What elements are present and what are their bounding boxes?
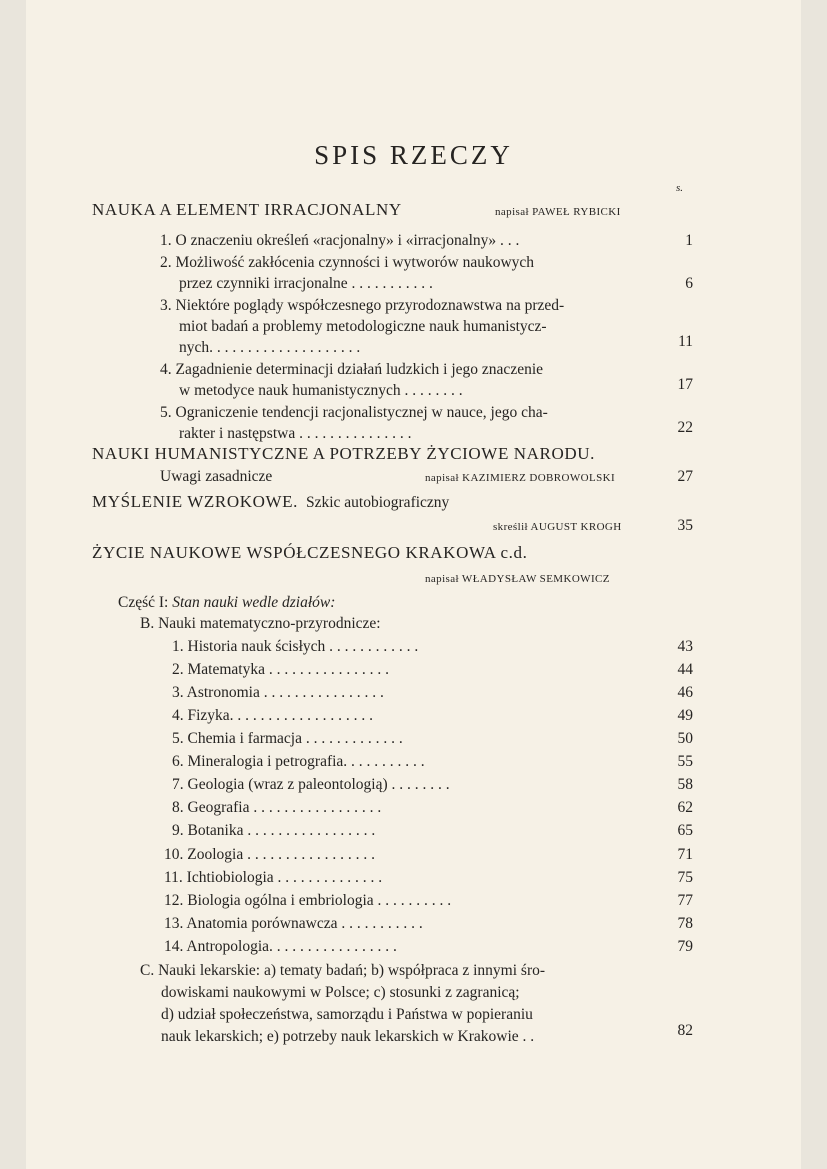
toc-entry-b-14: 14. Antropologia. . . . . . . . . . . . . . . . .: [164, 938, 397, 955]
part-title: Stan nauki wedle działów:: [172, 594, 336, 611]
toc-entry-1-5: 5. Ograniczenie tendencji racjonalistycznej w nauce, jego cha-: [160, 404, 548, 421]
page-number-b-2: 44: [677, 661, 693, 678]
toc-entry-b-5: 5. Chemia i farmacja . . . . . . . . . . . . .: [172, 730, 403, 747]
page-number-1-3: 11: [678, 333, 693, 350]
toc-entry-1-4: 4. Zagadnienie determinacji działań ludzkich i jego znaczenie: [160, 361, 544, 378]
page-number-3: 35: [677, 517, 693, 534]
section-subtitle-3: Szkic autobiograficzny: [305, 494, 450, 511]
toc-entry-1-4-cont: w metodyce nauk humanistycznych . . . . . . . .: [179, 382, 463, 399]
group-heading-b: B. Nauki matematyczno-przyrodnicze:: [140, 615, 381, 632]
toc-entry-1-5-cont: rakter i następstwa . . . . . . . . . . . . . . .: [179, 425, 412, 442]
section-title-3: MYŚLENIE WZROKOWE.: [92, 492, 298, 511]
toc-entry-b-7: 7. Geologia (wraz z paleontologią) . . . . . . . .: [172, 776, 450, 793]
page-number-b-9: 65: [677, 822, 693, 839]
section-author-1: napisał PAWEŁ RYBICKI: [495, 206, 621, 218]
page-number-b-3: 46: [677, 684, 693, 701]
page-number-b-12: 77: [677, 892, 693, 909]
toc-entry-b-13: 13. Anatomia porównawcza . . . . . . . . . . .: [164, 915, 423, 932]
page-number-c: 82: [677, 1022, 693, 1039]
page-column-marker: s.: [676, 182, 684, 194]
toc-entry-b-10: 10. Zoologia . . . . . . . . . . . . . . . . .: [164, 846, 375, 863]
part-heading: [118, 594, 335, 612]
page-number-b-5: 50: [677, 730, 693, 747]
page-number-1-1: 1: [685, 232, 693, 249]
page-number-b-13: 78: [677, 915, 693, 932]
section-author-2: napisał KAZIMIERZ DOBROWOLSKI: [425, 472, 616, 484]
toc-entry-b-9: 9. Botanika . . . . . . . . . . . . . . . . .: [172, 822, 376, 839]
section-title-1: NAUKA A ELEMENT IRRACJONALNY: [92, 200, 402, 219]
toc-entry-1-3-cont2: nych. . . . . . . . . . . . . . . . . . . .: [179, 339, 361, 356]
group-heading-c: C. Nauki lekarskie: a) tematy badań; b) współpraca z innymi śro-: [140, 962, 546, 979]
section-title-4: ŻYCIE NAUKOWE WSPÓŁCZESNEGO KRAKOWA c.d.: [92, 543, 528, 562]
page-number-1-4: 17: [677, 376, 693, 393]
toc-entry-1-2-cont: przez czynniki irracjonalne . . . . . . . . . . .: [179, 275, 433, 292]
toc-entry-b-8: 8. Geografia . . . . . . . . . . . . . . . . .: [172, 799, 382, 816]
page-number-1-2: 6: [685, 275, 693, 292]
toc-entry-b-2: 2. Matematyka . . . . . . . . . . . . . . . .: [172, 661, 389, 678]
group-c-line-4: nauk lekarskich; e) potrzeby nauk lekarskich w Krakowie . .: [161, 1028, 535, 1045]
section-subtitle-2: Uwagi zasadnicze: [160, 468, 273, 485]
page-number-b-4: 49: [677, 707, 693, 724]
page-number-b-11: 75: [677, 869, 693, 886]
section-author-4: napisał WŁADYSŁAW SEMKOWICZ: [425, 573, 610, 585]
page-number-2: 27: [677, 468, 693, 485]
section-author-3: skreślił AUGUST KROGH: [493, 521, 622, 533]
section-title-2: NAUKI HUMANISTYCZNE A POTRZEBY ŻYCIOWE NARODU.: [92, 444, 595, 463]
section-heading-3: [92, 492, 449, 512]
group-c-line-3: d) udział społeczeństwa, samorządu i Państwa w popieraniu: [161, 1006, 533, 1023]
toc-entry-b-11: 11. Ichtiobiologia . . . . . . . . . . . . . .: [164, 869, 383, 886]
page-number-b-7: 58: [677, 776, 693, 793]
part-label: Część I:: [118, 594, 169, 611]
group-c-line-2: dowiskami naukowymi w Polsce; c) stosunki z zagranicą;: [161, 984, 520, 1001]
page-number-b-1: 43: [677, 638, 693, 655]
toc-entry-b-6: 6. Mineralogia i petrografia. . . . . . . . . . .: [172, 753, 425, 770]
page-number-b-10: 71: [677, 846, 693, 863]
page-number-b-6: 55: [677, 753, 693, 770]
toc-entry-b-1: 1. Historia nauk ścisłych . . . . . . . . . . . .: [172, 638, 419, 655]
toc-entry-b-3: 3. Astronomia . . . . . . . . . . . . . . . .: [172, 684, 384, 701]
page-title: SPIS RZECZY: [314, 140, 513, 170]
toc-entry-b-12: 12. Biologia ogólna i embriologia . . . . . . . . . .: [164, 892, 452, 909]
toc-entry-1-2: 2. Możliwość zakłócenia czynności i wytworów naukowych: [160, 254, 535, 271]
page-number-b-14: 79: [677, 938, 693, 955]
page-number-1-5: 22: [677, 419, 693, 436]
page-number-b-8: 62: [677, 799, 693, 816]
toc-entry-1-3-cont1: miot badań a problemy metodologiczne nauk humanistycz-: [179, 318, 547, 335]
toc-entry-1-1: 1. O znaczeniu określeń «racjonalny» i «irracjonalny» . . .: [160, 232, 520, 249]
toc-entry-b-4: 4. Fizyka. . . . . . . . . . . . . . . . . . .: [172, 707, 374, 724]
toc-entry-1-3: 3. Niektóre poglądy współczesnego przyrodoznawstwa na przed-: [160, 297, 565, 314]
